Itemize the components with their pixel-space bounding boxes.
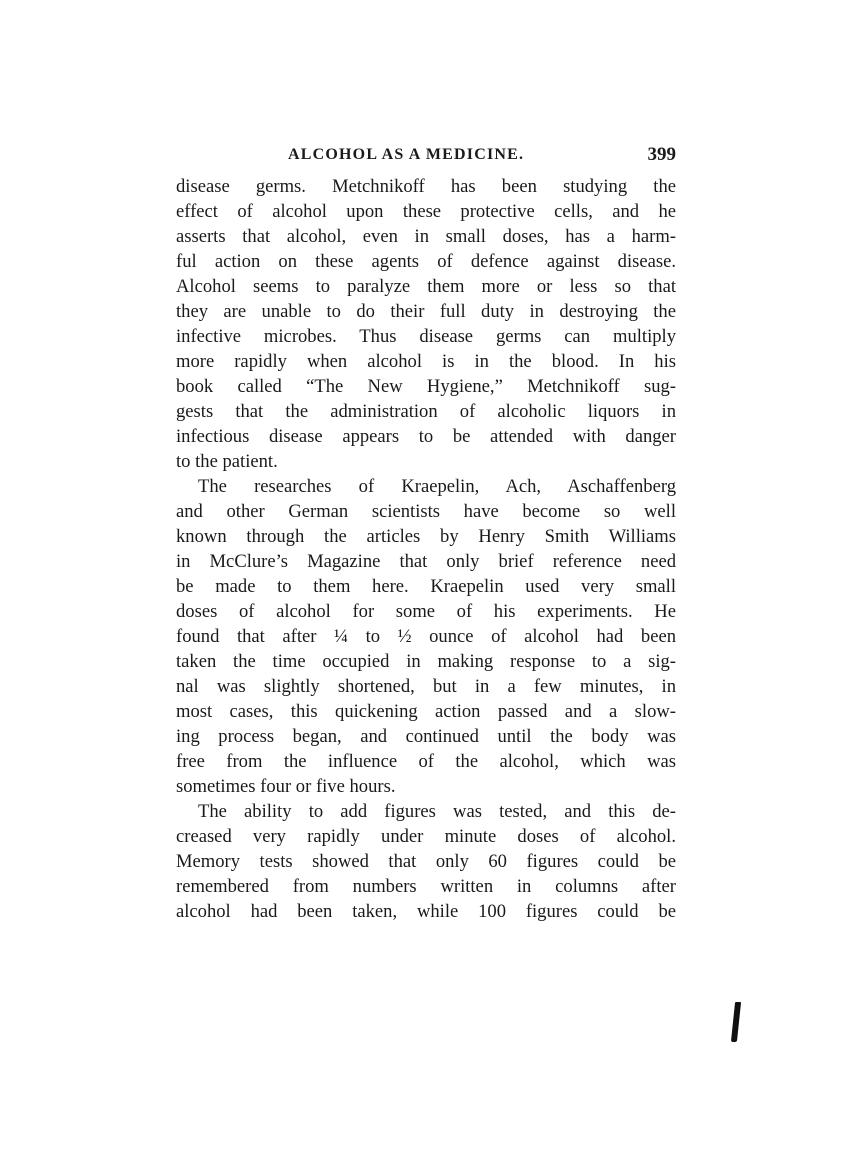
text-line: to the patient.	[176, 451, 278, 472]
text-line: ful action on these agents of defence against disease.	[176, 251, 676, 272]
text-line: creased very rapidly under minute doses of alcohol.	[176, 826, 676, 847]
page-number: 399	[647, 144, 676, 165]
text-line: sometimes four or five hours.	[176, 776, 396, 797]
text-line: nal was slightly shortened, but in a few minutes, in	[176, 676, 676, 697]
text-line: and other German scientists have become so well	[176, 501, 676, 522]
running-header	[176, 140, 676, 174]
text-line: ing process began, and continued until the body was	[176, 726, 676, 747]
text-line: infective microbes. Thus disease germs can multiply	[176, 326, 676, 347]
text-line: Alcohol seems to paralyze them more or less so that	[176, 276, 676, 297]
text-line: disease germs. Metchnikoff has been studying the	[176, 176, 676, 197]
text-line: effect of alcohol upon these protective cells, and he	[176, 201, 676, 222]
paragraph-first-line: The researches of Kraepelin, Ach, Aschaffenberg	[198, 476, 676, 497]
running-title: ALCOHOL AS A MEDICINE.	[288, 146, 525, 163]
text-line: remembered from numbers written in columns after	[176, 876, 676, 897]
text-line: be made to them here. Kraepelin used very small	[176, 576, 676, 597]
text-line: infectious disease appears to be attended with danger	[176, 426, 676, 447]
text-line: taken the time occupied in making response to a sig-	[176, 651, 676, 672]
text-line: found that after ¼ to ½ ounce of alcohol had been	[176, 626, 676, 647]
text-line: free from the influence of the alcohol, which was	[176, 751, 676, 772]
body-text	[176, 174, 676, 924]
text-line: known through the articles by Henry Smith Williams	[176, 526, 676, 547]
text-line: they are unable to do their full duty in destroying the	[176, 301, 676, 322]
text-line: book called “The New Hygiene,” Metchnikoff sug-	[176, 376, 676, 397]
text-line: doses of alcohol for some of his experiments. He	[176, 601, 676, 622]
text-line: Memory tests showed that only 60 figures could be	[176, 851, 676, 872]
text-line: in McClure’s Magazine that only brief reference need	[176, 551, 676, 572]
paragraph-first-line: The ability to add figures was tested, and this de-	[198, 801, 676, 822]
text-line: gests that the administration of alcoholic liquors in	[176, 401, 676, 422]
book-page	[176, 140, 676, 924]
text-line: more rapidly when alcohol is in the blood. In his	[176, 351, 676, 372]
scan-edge-mark	[731, 1002, 741, 1042]
text-line: most cases, this quickening action passed and a slow-	[176, 701, 676, 722]
text-line: asserts that alcohol, even in small doses, has a harm-	[176, 226, 676, 247]
text-line: alcohol had been taken, while 100 figures could be	[176, 901, 676, 922]
